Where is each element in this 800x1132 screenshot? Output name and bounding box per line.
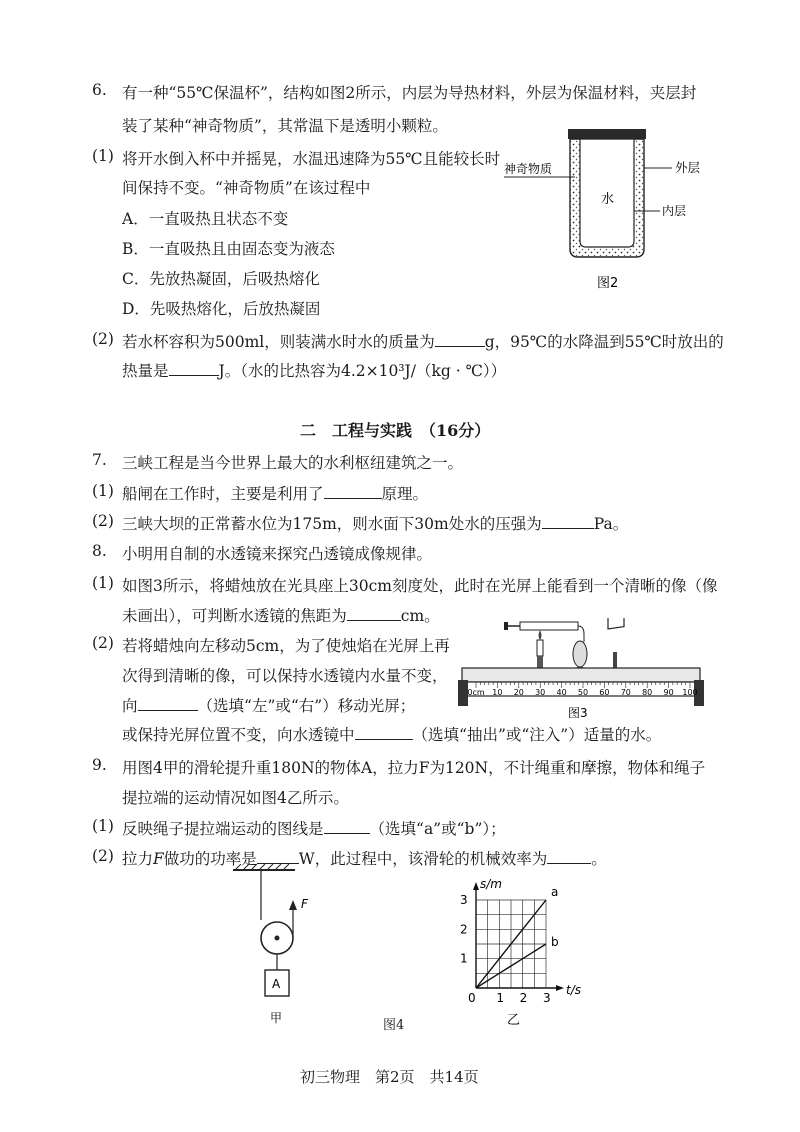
q6-part2-line1 (122, 330, 724, 352)
q8-part2-line1: 若将蜡烛向左移动5cm，为了使烛焰在光屏上再 (122, 637, 450, 655)
q9-part2-text-d: 。 (591, 850, 607, 868)
bench-tick-label: 40 (556, 688, 567, 697)
q7-part1 (122, 482, 428, 504)
figure-4b-st-chart (448, 868, 598, 1028)
q7-part2-number: (2) (92, 512, 114, 530)
y-tick-label: 3 (460, 893, 468, 907)
q7-stem: 三峡工程是当今世界上最大的水利枢纽建筑之一。 (122, 454, 464, 472)
q7-principle-answer-blank[interactable] (324, 483, 382, 500)
q9-part2-text-a: 拉力 (122, 850, 154, 868)
figure-4a-pulley (225, 864, 335, 1030)
q6-choice-b: B．一直吸热且由固态变为液态 (122, 240, 335, 258)
bench-tick-label: 90 (663, 688, 674, 697)
series-label-b: b (551, 935, 559, 949)
water-lens (573, 641, 587, 667)
q7-pressure-answer-blank[interactable] (542, 513, 594, 530)
bench-tick-label: 10 (492, 688, 503, 697)
q8-part2-line2: 次得到清晰的像，可以保持水透镜内水量不变， (122, 667, 448, 685)
q7-part1-number: (1) (92, 482, 114, 500)
bench-tick-label: 50 (577, 688, 589, 697)
chart-x-arrow (556, 985, 564, 991)
q7-number: 7. (92, 451, 107, 469)
figure-3-optical-bench (458, 618, 708, 720)
bench-tick-label: 60 (599, 688, 610, 697)
q8-direction-answer-blank[interactable] (138, 695, 198, 712)
label-inner-layer: 内层 (662, 204, 687, 218)
q8-part1-text-b: cm。 (400, 607, 440, 625)
y-tick-label: 2 (460, 922, 468, 937)
q8-part2-line4 (122, 723, 661, 745)
series-label-a: a (551, 885, 559, 899)
q8-part1-text-a: 未画出），可判断水透镜的焦距为 (122, 607, 347, 625)
q8-part2-text-c: 或保持光屏位置不变，向水透镜中 (122, 726, 355, 744)
q8-stem: 小明用自制的水透镜来探究凸透镜成像规律。 (122, 545, 433, 563)
figure-3-caption: 图3 (568, 706, 588, 720)
q7-part2-text-a: 三峡大坝的正常蓄水位为175m，则水面下30m处水的压强为 (122, 515, 542, 533)
bench-rail-top (462, 668, 700, 682)
bench-tick-label: 100 (682, 688, 698, 697)
q9-part2-number: (2) (92, 847, 114, 865)
figure-2-cup-diagram (500, 125, 715, 295)
q8-part1-number: (1) (92, 574, 114, 592)
q6-stem-line1: 有一种“55℃保温杯”，结构如图2所示，内层为导热材料，外层为保温材料，夹层封 (122, 84, 697, 102)
q6-choice-c: C．先放热凝固，后吸热熔化 (122, 270, 320, 288)
q8-part1-line2 (122, 604, 440, 626)
label-magic-substance: 神奇物质 (504, 162, 553, 176)
x-tick-label: 3 (543, 991, 551, 1005)
bench-tick-label: 30 (535, 688, 546, 697)
chart-x-axis-label: t/s (566, 983, 581, 997)
q9-part1-text-a: 反映绳子提拉端运动的图线是 (122, 820, 324, 838)
q6-part1-line2: 间保持不变。“神奇物质”在该过程中 (122, 179, 371, 197)
bench-tick-label: 80 (642, 688, 653, 697)
chart-y-axis-label: s/m (480, 877, 502, 891)
q9-part1 (122, 817, 506, 839)
bench-tick-label: 20 (513, 688, 524, 697)
q6-part2-text-b: g，95℃的水降温到55℃时放出的 (484, 333, 724, 351)
syringe-handle (504, 622, 508, 630)
q7-part2 (122, 512, 628, 534)
q9-stem-line1: 用图4甲的滑轮提升重180N的物体A，拉力F为120N，不计绳重和摩擦，物体和绳子 (122, 759, 706, 777)
force-label: F (301, 897, 308, 911)
block-a-label: A (272, 977, 281, 991)
candle-body (537, 640, 543, 656)
q9-stem-line2: 提拉端的运动情况如图4乙所示。 (122, 789, 349, 807)
cup-lid (568, 129, 646, 139)
q9-efficiency-answer-blank[interactable] (547, 848, 591, 865)
q6-choice-a: A．一直吸热且状态不变 (122, 210, 289, 228)
bench-tick-label: 70 (620, 688, 631, 697)
label-outer-layer: 外层 (675, 160, 701, 175)
syringe-barrel (520, 622, 578, 630)
figure-4b-caption: 乙 (507, 1013, 521, 1028)
figure-4a-caption: 甲 (270, 1011, 283, 1025)
q9-number: 9. (92, 756, 107, 774)
q8-part2-text-d: （选填“抽出”或“注入”）适量的水。 (412, 726, 662, 744)
q8-part2-text-b: （选填“左”或“右”）移动光屏； (197, 697, 416, 715)
q7-part1-text-b: 原理。 (381, 485, 429, 503)
q6-part2-number: (2) (92, 330, 114, 348)
chart-y-arrow (473, 882, 479, 890)
x-tick-label: 0 (468, 991, 476, 1005)
q8-number: 8. (92, 542, 107, 560)
q6-number: 6. (92, 81, 107, 99)
q7-part2-text-b: Pa。 (593, 515, 629, 533)
y-tick-label: 1 (460, 951, 468, 966)
q6-part2-text-a: 若水杯容积为500ml，则装满水时水的质量为 (122, 333, 435, 351)
light-screen (608, 618, 624, 629)
force-arrow (289, 900, 297, 910)
q8-water-answer-blank[interactable] (355, 724, 413, 741)
candle-flame (539, 630, 542, 640)
q9-power-answer-blank[interactable] (257, 848, 299, 865)
x-tick-label: 2 (519, 991, 528, 1005)
section-2-title: 二 工程与实践 （16分） (300, 421, 491, 440)
q8-part2-number: (2) (92, 634, 114, 652)
bench-tick-label: 0cm (467, 688, 485, 697)
q6-part1-number: (1) (92, 147, 114, 165)
syringe-tube (578, 626, 584, 642)
page-footer: 初三物理 第2页 共14页 (300, 1068, 479, 1086)
pulley-axle (275, 936, 280, 941)
q6-part2-line2 (122, 359, 506, 381)
q9-part2-text-c: W，此过程中，该滑轮的机械效率为 (298, 850, 548, 868)
q9-part2 (122, 847, 607, 869)
q6-part2-text-d: J。（水的比热容为4.2×10³J/（kg · ℃）） (218, 362, 507, 380)
candle-holder (537, 656, 543, 668)
q9-force-symbol: F (153, 850, 164, 868)
q8-part1-line1: 如图3所示，将蜡烛放在光具座上30cm刻度处，此时在光屏上能看到一个清晰的像（像 (122, 577, 718, 595)
q9-part2-text-b: 做功的功率是 (163, 850, 257, 868)
q6-heat-answer-blank[interactable] (169, 360, 219, 377)
q9-part1-text-b: （选填“a”或“b”）； (369, 820, 506, 838)
q6-part1-line1: 将开水倒入杯中并摇晃，水温迅速降为55℃且能较长时 (122, 150, 501, 168)
q6-stem-line2: 装了某种“神奇物质”，其常温下是透明小颗粒。 (122, 117, 448, 135)
q9-part1-number: (1) (92, 817, 114, 835)
figure-2-caption: 图2 (597, 276, 619, 291)
q8-focal-length-answer-blank[interactable] (347, 605, 401, 622)
figure-4-caption: 图4 (383, 1018, 405, 1033)
q6-mass-answer-blank[interactable] (435, 331, 485, 348)
q9-line-answer-blank[interactable] (324, 818, 370, 835)
q7-part1-text-a: 船闸在工作时，主要是利用了 (122, 485, 324, 503)
q8-part2-line3 (122, 694, 415, 716)
q6-choice-d: D．先吸热熔化，后放热凝固 (122, 300, 321, 318)
x-tick-label: 1 (496, 991, 504, 1005)
q8-part2-text-a: 向 (122, 697, 138, 715)
q6-part2-text-c: 热量是 (122, 362, 169, 380)
label-water: 水 (601, 192, 615, 207)
